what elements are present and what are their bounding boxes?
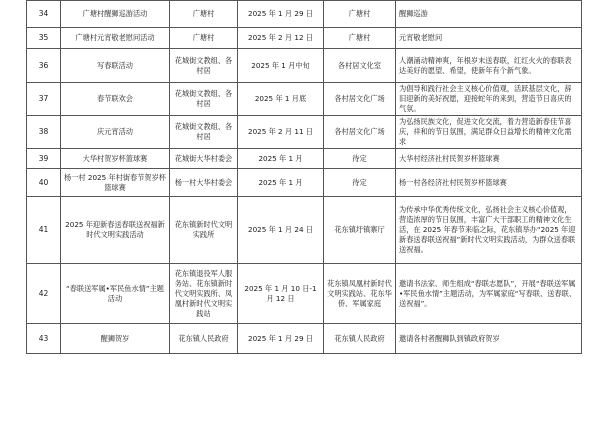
cell-location: 花东镇圩镇寨厅 — [324, 197, 396, 264]
cell-time: 2025 年 1 月 24 日 — [238, 197, 324, 264]
table-row — [27, 28, 582, 49]
cell-description: 邀请书法家、师生组成“春联志愿队”，开展“春联送军属•军民鱼水情”主题活动，为军属家庭“写春联、送春联、送祝福”。 — [396, 264, 582, 324]
cell-description: 为倡导和践行社会主义核心价值观，活跃基层文化，辞旧迎新的美好祝愿，迎接蛇年的来到，营造节日喜庆的气氛。 — [396, 83, 582, 116]
cell-no: 40 — [27, 169, 61, 197]
cell-location: 各村居文化室 — [324, 49, 396, 83]
cell-no: 43 — [27, 324, 61, 354]
cell-no: 39 — [27, 149, 61, 169]
cell-activity-name: 广塘村醒狮巡游活动 — [61, 1, 170, 28]
table-row — [27, 324, 582, 354]
cell-no: 38 — [27, 116, 61, 149]
cell-location: 各村居文化广场 — [324, 83, 396, 116]
table-row — [27, 264, 582, 324]
cell-description: 为传承中华优秀传统文化，弘扬社会主义核心价值观，营造浓厚的节日氛围，丰富广大干部职工的精神文化生活，在 2025 年春节来临之际，花东镇举办“2025 年迎新春送春联送祝福”新时代文明实践活动，为群众送春联送祝福。 — [396, 197, 582, 264]
cell-activity-name: 醒狮贺岁 — [61, 324, 170, 354]
cell-activity-name: 春节联欢会 — [61, 83, 170, 116]
table-row — [27, 169, 582, 197]
cell-time: 2025 年 1 月中旬 — [238, 49, 324, 83]
cell-no: 36 — [27, 49, 61, 83]
cell-description: 大华村经济社村民贺岁杯篮球赛 — [396, 149, 582, 169]
cell-time: 2025 年 1 月 10 日-1 月 12 日 — [238, 264, 324, 324]
cell-activity-name: 大华村贺岁杯篮球赛 — [61, 149, 170, 169]
cell-location: 广塘村 — [324, 28, 396, 49]
cell-organizer: 花城街文教组、各村居 — [170, 83, 238, 116]
cell-time: 2025 年 1 月 — [238, 149, 324, 169]
cell-activity-name: “春联送军属•军民鱼水情”主题活动 — [61, 264, 170, 324]
cell-activity-name: 写春联活动 — [61, 49, 170, 83]
cell-time: 2025 年 1 月 29 日 — [238, 1, 324, 28]
cell-no: 42 — [27, 264, 61, 324]
cell-location: 待定 — [324, 149, 396, 169]
cell-activity-name: 杨一村 2025 年村街春节贺岁杯篮球赛 — [61, 169, 170, 197]
cell-no: 35 — [27, 28, 61, 49]
cell-description: 人潮涌动精神爽，年根岁末送春联，红红火火的春联表达美好的愿望、希望，使新年有个新气象。 — [396, 49, 582, 83]
table-row — [27, 116, 582, 149]
table-row — [27, 197, 582, 264]
cell-location: 花东镇凤凰村新时代文明实践站、花东华侨、军属家庭 — [324, 264, 396, 324]
cell-organizer: 花城街文教组、各村居 — [170, 49, 238, 83]
cell-organizer: 杨一村大华村委会 — [170, 169, 238, 197]
cell-organizer: 广塘村 — [170, 1, 238, 28]
cell-location: 广塘村 — [324, 1, 396, 28]
cell-description: 醒狮巡游 — [396, 1, 582, 28]
cell-organizer: 花东镇人民政府 — [170, 324, 238, 354]
cell-organizer: 花东镇退役军人服务站、花东镇新时代文明实践所、凤凰村新时代文明实践站 — [170, 264, 238, 324]
cell-activity-name: 2025 年迎新春送春联送祝福新时代文明实践活动 — [61, 197, 170, 264]
cell-time: 2025 年 1 月底 — [238, 83, 324, 116]
cell-description: 邀请各村者醒狮队到镇政府贺岁 — [396, 324, 582, 354]
cell-organizer: 花东镇新时代文明实践所 — [170, 197, 238, 264]
cell-organizer: 花城街文教组、各村居 — [170, 116, 238, 149]
cell-time: 2025 年 1 月 — [238, 169, 324, 197]
cell-no: 37 — [27, 83, 61, 116]
table-row — [27, 83, 582, 116]
cell-organizer: 广塘村 — [170, 28, 238, 49]
table-row — [27, 149, 582, 169]
cell-time: 2025 年 2 月 11 日 — [238, 116, 324, 149]
cell-organizer: 花城街大华村委会 — [170, 149, 238, 169]
cell-no: 34 — [27, 1, 61, 28]
cell-time: 2025 年 2 月 12 日 — [238, 28, 324, 49]
activity-table — [26, 0, 582, 354]
cell-description: 为弘扬民族文化，促进文化交流，着力营造新春佳节喜庆，祥和的节日氛围，满足群众日益增长的精神文化需求 — [396, 116, 582, 149]
cell-location: 待定 — [324, 169, 396, 197]
cell-location: 花东镇人民政府 — [324, 324, 396, 354]
cell-location: 各村居文化广场 — [324, 116, 396, 149]
cell-description: 杨一村各经济社村民贺岁杯篮球赛 — [396, 169, 582, 197]
table-row — [27, 1, 582, 28]
cell-time: 2025 年 1 月 29 日 — [238, 324, 324, 354]
table-row — [27, 49, 582, 83]
cell-description: 元宵敬老慰问 — [396, 28, 582, 49]
cell-activity-name: 广塘村元宵敬老慰问活动 — [61, 28, 170, 49]
cell-activity-name: 庆元宵活动 — [61, 116, 170, 149]
cell-no: 41 — [27, 197, 61, 264]
